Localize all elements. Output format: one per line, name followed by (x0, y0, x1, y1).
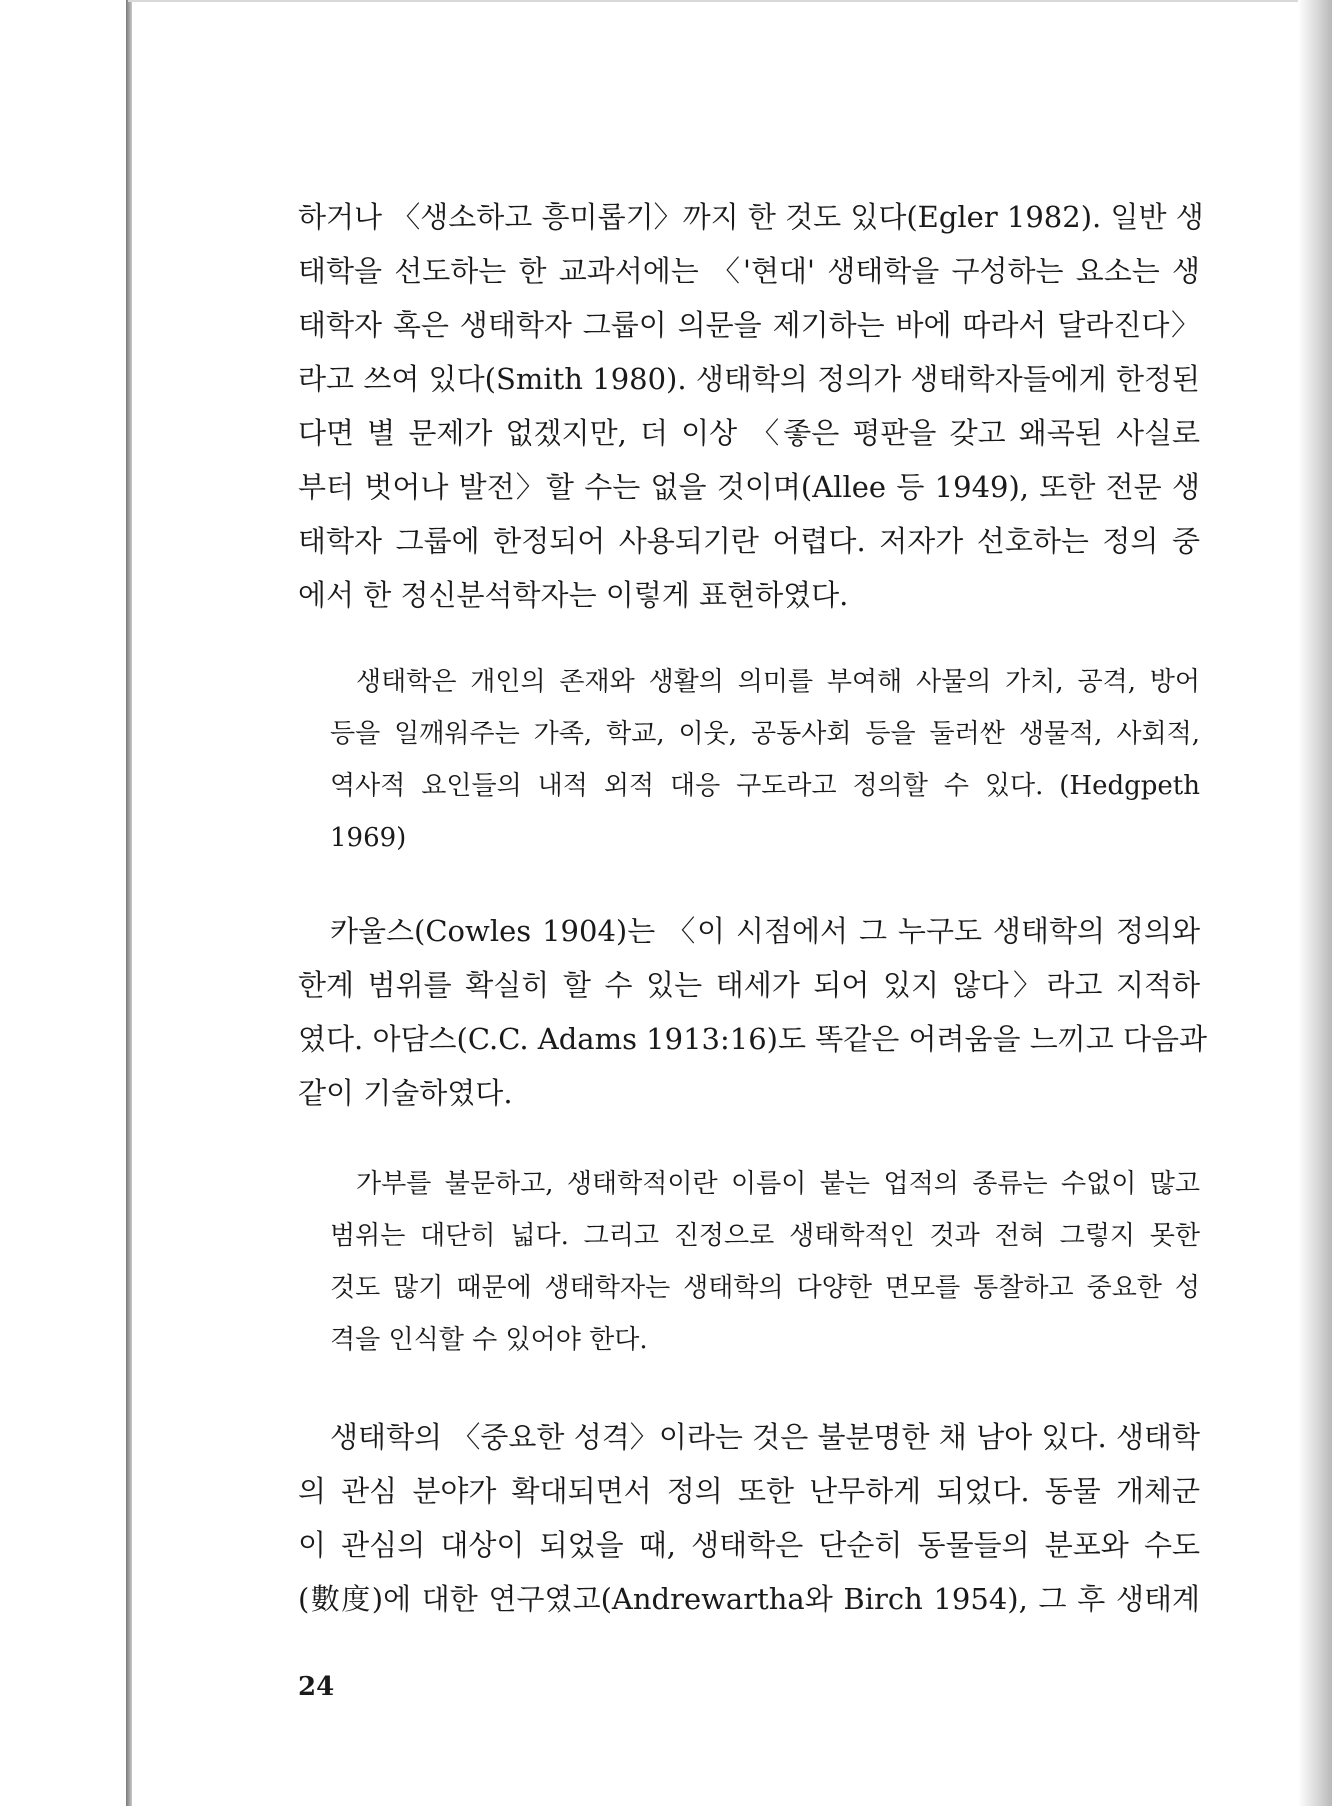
text-line: 한계 범위를 확실히 할 수 있는 태세가 되어 있지 않다〉라고 지적하 (298, 968, 1200, 1002)
paragraph-1 (298, 190, 1204, 622)
text-line: 태학자 그룹에 한정되어 사용되기란 어렵다. 저자가 선호하는 정의 중 (298, 524, 1200, 558)
page-top-edge (128, 0, 1308, 2)
text-line: 태학자 혹은 생태학자 그룹이 의문을 제기하는 바에 따라서 달라진다〉 (298, 308, 1200, 342)
quote-line: 역사적 요인들의 내적 외적 대응 구도라고 정의할 수 있다. (Hedgpeth (330, 771, 1200, 801)
text-line: 부터 벗어나 발전〉할 수는 없을 것이며(Allee 등 1949), 또한 전문 생 (298, 470, 1200, 504)
text-line: 카울스(Cowles 1904)는 〈이 시점에서 그 누구도 생태학의 정의와 (330, 914, 1200, 948)
page-number: 24 (298, 1672, 335, 1702)
text-line: 같이 기술하였다. (298, 1076, 513, 1110)
page-right-shadow (1298, 0, 1332, 1806)
quote-line: 범위는 대단히 넓다. 그리고 진정으로 생태학적인 것과 전혀 그렇지 못한 (330, 1221, 1200, 1251)
page-binding-edge (126, 0, 132, 1806)
text-line: 이 관심의 대상이 되었을 때, 생태학은 단순히 동물들의 분포와 수도 (298, 1528, 1200, 1562)
quote-line: 것도 많기 때문에 생태학자는 생태학의 다양한 면모를 통찰하고 중요한 성 (330, 1273, 1200, 1303)
quote-line: 생태학은 개인의 존재와 생활의 의미를 부여해 사물의 가치, 공격, 방어 (356, 667, 1200, 697)
text-line: 태학을 선도하는 한 교과서에는 〈'현대' 생태학을 구성하는 요소는 생 (298, 254, 1200, 288)
text-line: 라고 쓰여 있다(Smith 1980). 생태학의 정의가 생태학자들에게 한정된 (298, 362, 1200, 396)
text-line: (數度)에 대한 연구였고(Andrewartha와 Birch 1954), 그 후 생태계 (298, 1582, 1200, 1616)
quote-line: 가부를 불문하고, 생태학적이란 이름이 붙는 업적의 종류는 수없이 많고 (356, 1169, 1200, 1199)
text-line: 하거나 〈생소하고 흥미롭기〉까지 한 것도 있다(Egler 1982). 일반 생 (298, 200, 1204, 234)
paragraph-2 (298, 904, 1208, 1120)
text-line: 생태학의 〈중요한 성격〉이라는 것은 불분명한 채 남아 있다. 생태학 (330, 1420, 1200, 1454)
text-line: 의 관심 분야가 확대되면서 정의 또한 난무하게 되었다. 동물 개체군 (298, 1474, 1200, 1508)
paragraph-3 (298, 1410, 1200, 1626)
quote-line: 1969) (330, 823, 407, 853)
text-line: 다면 별 문제가 없겠지만, 더 이상 〈좋은 평판을 갖고 왜곡된 사실로 (298, 416, 1200, 450)
quote-line: 격을 인식할 수 있어야 한다. (330, 1325, 648, 1355)
text-line: 에서 한 정신분석학자는 이렇게 표현하였다. (298, 578, 849, 612)
text-line: 였다. 아담스(C.C. Adams 1913:16)도 똑같은 어려움을 느끼고 다음과 (298, 1022, 1208, 1056)
block-quote-1 (330, 656, 1200, 864)
block-quote-2 (330, 1158, 1200, 1366)
quote-line: 등을 일깨워주는 가족, 학교, 이웃, 공동사회 등을 둘러싼 생물적, 사회적, (330, 719, 1200, 749)
